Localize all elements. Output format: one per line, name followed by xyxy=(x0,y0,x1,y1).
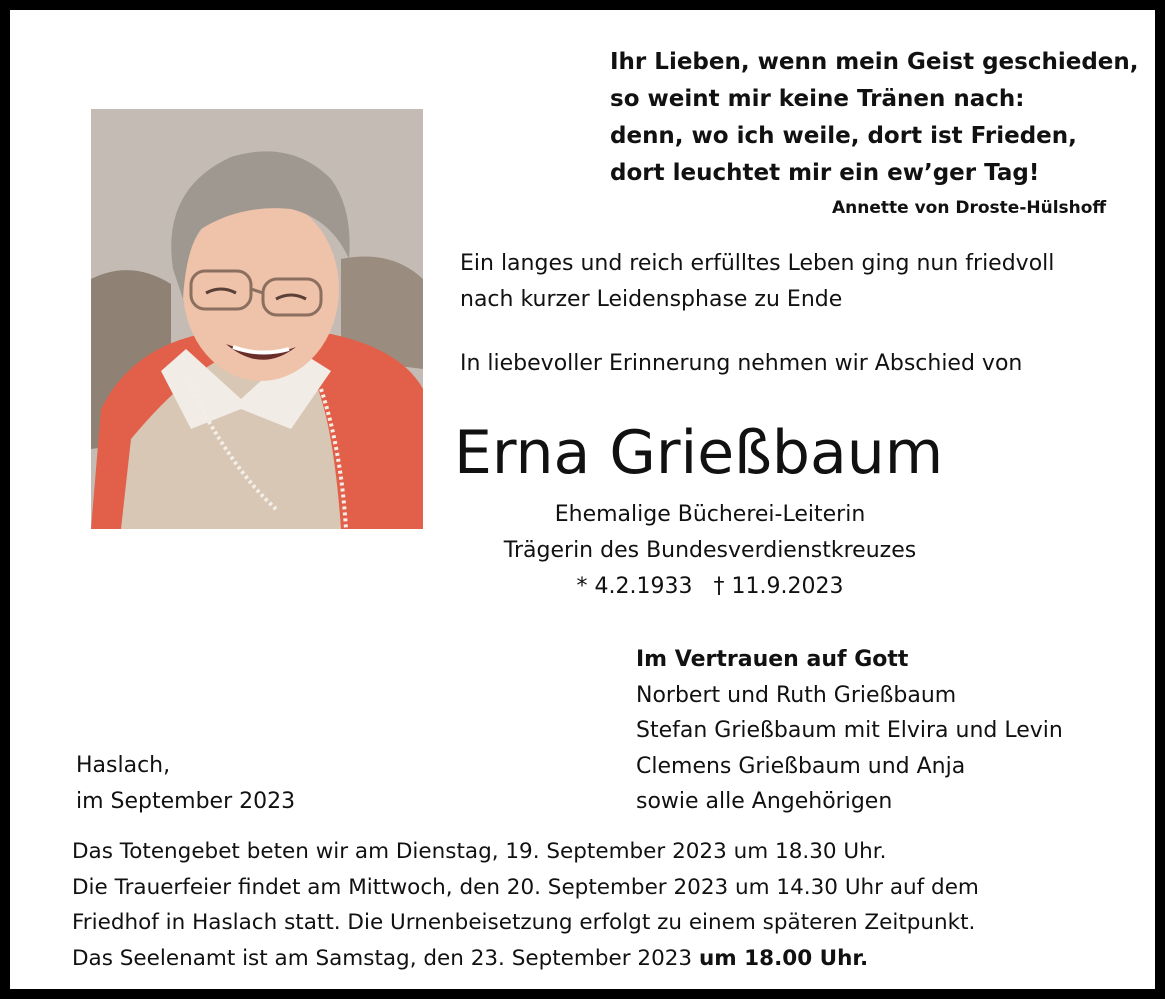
note-line: Friedhof in Haslach statt. Die Urnenbeisetzung erfolgt zu einem späteren Zeitpunkt. xyxy=(72,910,976,935)
place-month: im September 2023 xyxy=(76,789,296,814)
family-signatures xyxy=(636,642,1063,820)
note-line: Das Totengebet beten wir am Dienstag, 19. September 2023 um 18.30 Uhr. xyxy=(72,839,887,864)
family-lead: Im Vertrauen auf Gott xyxy=(636,647,909,672)
family-member: Norbert und Ruth Grießbaum xyxy=(636,682,957,708)
deceased-name: Erna Grießbaum xyxy=(454,418,944,488)
portrait-photo xyxy=(91,109,423,529)
poem-line: dort leuchtet mir ein ew’ger Tag! xyxy=(610,160,1040,186)
intro-line: nach kurzer Leidensphase zu Ende xyxy=(460,287,843,312)
family-member: Clemens Grießbaum und Anja xyxy=(636,753,966,779)
poem-author: Annette von Droste-Hülshoff xyxy=(832,198,1107,218)
poem-line: Ihr Lieben, wenn mein Geist geschieden, xyxy=(610,49,1139,75)
note-line xyxy=(72,941,979,977)
intro-line: Ein langes und reich erfülltes Leben ging nun friedvoll xyxy=(460,251,1055,276)
place-date xyxy=(76,748,295,820)
note-text: Das Seelenamt ist am Samstag, den 23. September 2023 xyxy=(72,945,699,971)
intro-text xyxy=(460,246,1054,318)
poem xyxy=(610,44,1139,192)
farewell-text: In liebevoller Erinnerung nehmen wir Abschied von xyxy=(460,351,1023,376)
family-member: Stefan Grießbaum mit Elvira und Levin xyxy=(636,718,1063,743)
note-line: Die Trauerfeier findet am Mittwoch, den 20. September 2023 um 14.30 Uhr auf dem xyxy=(72,874,979,900)
poem-line: denn, wo ich weile, dort ist Frieden, xyxy=(610,123,1077,149)
place-city: Haslach, xyxy=(76,753,171,778)
poem-line: so weint mir keine Tränen nach: xyxy=(610,86,1025,112)
life-dates: * 4.2.1933 † 11.9.2023 xyxy=(576,574,844,599)
deceased-honor: Trägerin des Bundesverdienstkreuzes xyxy=(503,538,917,563)
portrait-illustration xyxy=(91,109,423,529)
service-notes xyxy=(72,834,979,976)
deceased-role: Ehemalige Bücherei-Leiterin xyxy=(554,502,866,527)
note-time: um 18.00 Uhr. xyxy=(698,945,869,971)
family-member: sowie alle Angehörigen xyxy=(636,789,893,814)
